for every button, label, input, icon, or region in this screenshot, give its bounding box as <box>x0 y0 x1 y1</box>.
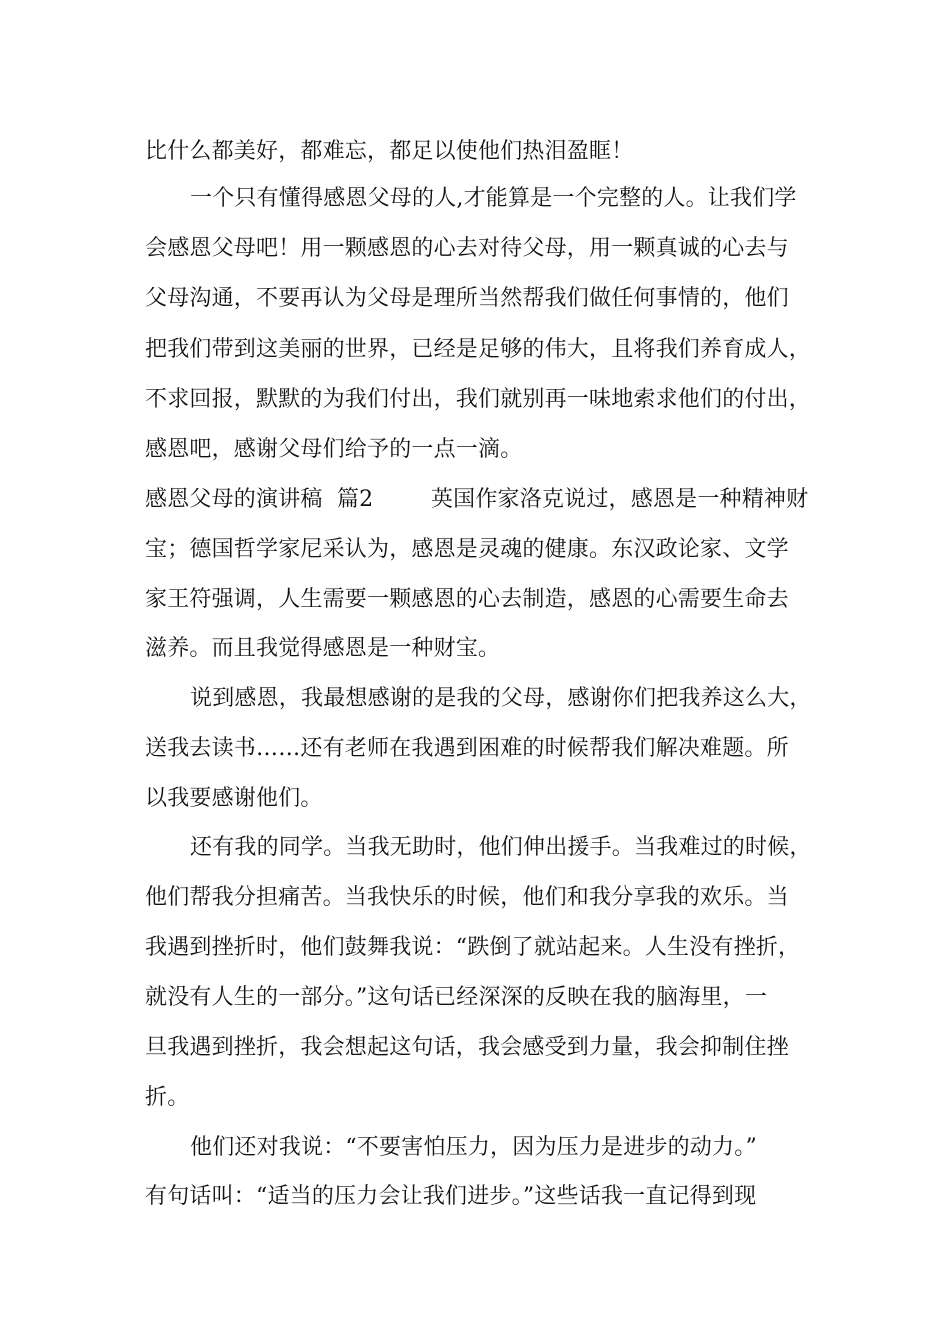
text-line: 家王符强调，人生需要一颗感恩的心去制造，感恩的心需要生命去 <box>145 587 789 612</box>
text-line: 以我要感谢他们。 <box>145 786 323 811</box>
text-line: 把我们带到这美丽的世界，已经是足够的伟大，且将我们养育成人， <box>145 337 812 362</box>
text-line: 折。 <box>145 1085 190 1110</box>
text-line: 比什么都美好，都难忘，都足以使他们热泪盈眶！ <box>145 139 634 164</box>
text-line: 滋养。而且我觉得感恩是一种财宝。 <box>145 636 501 661</box>
text-line: 有句话叫：“适当的压力会让我们进步。”这些话我一直记得到现 <box>145 1184 757 1209</box>
text-line: 父母沟通，不要再认为父母是理所当然帮我们做任何事情的，他们 <box>145 286 789 311</box>
text-line: 还有我的同学。当我无助时，他们伸出援手。当我难过的时候， <box>190 835 812 860</box>
text-line: 一个只有懂得感恩父母的人,才能算是一个完整的人。让我们学 <box>190 186 797 211</box>
text-line: 我遇到挫折时，他们鼓舞我说：“跌倒了就站起来。人生没有挫折， <box>145 935 801 960</box>
text-line: 旦我遇到挫折，我会想起这句话，我会感受到力量，我会抑制住挫 <box>145 1035 789 1060</box>
text-line: 他们帮我分担痛苦。当我快乐的时候，他们和我分享我的欢乐。当 <box>145 885 789 910</box>
text-line: 就没有人生的一部分。”这句话已经深深的反映在我的脑海里，一 <box>145 985 768 1010</box>
text-line: 说到感恩，我最想感谢的是我的父母，感谢你们把我养这么大， <box>190 686 812 711</box>
text-line: 不求回报，默默的为我们付出，我们就别再一味地索求他们的付出， <box>145 387 812 412</box>
section-heading-line: 感恩父母的演讲稿 篇2 英国作家洛克说过，感恩是一种精神财 <box>145 487 809 512</box>
text-line: 会感恩父母吧！用一颗感恩的心去对待父母，用一颗真诚的心去与 <box>145 236 789 261</box>
text-line: 宝；德国哲学家尼采认为，感恩是灵魂的健康。东汉政论家、文学 <box>145 537 789 562</box>
text-line: 他们还对我说：“不要害怕压力，因为压力是进步的动力。” <box>190 1135 757 1160</box>
text-line: 感恩吧，感谢父母们给予的一点一滴。 <box>145 437 523 462</box>
text-line: 送我去读书……还有老师在我遇到困难的时候帮我们解决难题。所 <box>145 736 789 761</box>
